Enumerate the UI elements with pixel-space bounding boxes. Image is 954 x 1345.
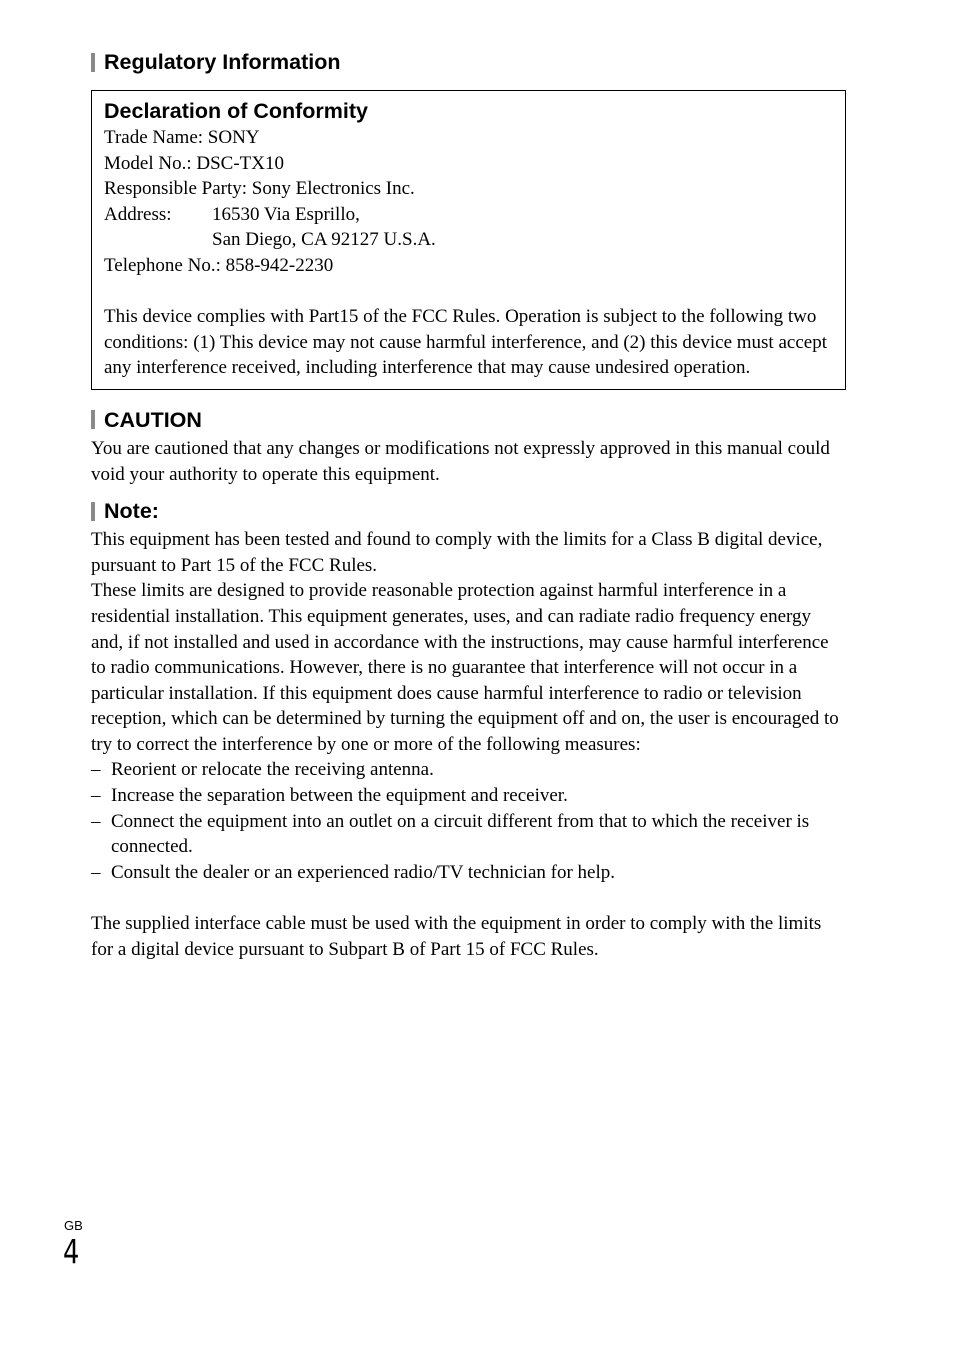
heading-bar-icon	[91, 502, 95, 521]
caution-heading-text: CAUTION	[104, 407, 202, 432]
dash-icon: –	[91, 861, 101, 883]
regulatory-heading-text: Regulatory Information	[104, 50, 341, 74]
spacer	[104, 279, 833, 305]
address-label: Address:	[104, 203, 172, 225]
declaration-title: Declaration of Conformity	[104, 99, 368, 123]
dash-icon: –	[91, 759, 101, 781]
list-item-text: Reorient or relocate the receiving antenna.	[111, 759, 434, 781]
address-line-2: San Diego, CA 92127 U.S.A.	[212, 229, 436, 251]
note-heading	[91, 497, 846, 525]
spacer	[91, 885, 846, 911]
address-indent	[104, 227, 212, 253]
note-section	[91, 497, 846, 962]
language-code: GB	[64, 1218, 83, 1233]
regulatory-heading	[91, 48, 846, 76]
caution-text: You are cautioned that any changes or modifications not expressly approved in this manual could void your authority to operate this equipment.	[91, 437, 830, 485]
list-item-text: Connect the equipment into an outlet on a circuit different from that to which the receiver is connected.	[111, 810, 810, 858]
note-paragraph-2: These limits are designed to provide reasonable protection against harmful interference in a residential installation. This equipment generates, uses, and can radiate radio frequency energy and, if not installed and used in accordance with the instructions, may cause harmful interference to radio communications. However, there is no guarantee that interference will not occur in a particular installation. If this equipment does cause harmful interference to radio or television reception, which can be determined by turning the equipment off and on, the user is encouraged to try to correct the interference by one or more of the following measures:	[91, 580, 839, 755]
heading-bar-icon	[91, 410, 95, 429]
heading-bar-icon	[91, 53, 95, 72]
dash-icon: –	[91, 810, 101, 832]
document-page	[91, 48, 846, 962]
address-line-1: 16530 Via Esprillo,	[212, 203, 360, 225]
caution-section	[91, 406, 846, 487]
declaration-box	[91, 90, 846, 390]
responsible-party: Responsible Party: Sony Electronics Inc.	[104, 178, 415, 200]
list-item	[91, 757, 846, 783]
list-item-text: Increase the separation between the equipment and receiver.	[111, 785, 568, 807]
model-number: Model No.: DSC-TX10	[104, 152, 284, 174]
note-heading-text: Note:	[104, 499, 159, 524]
list-item-text: Consult the dealer or an experienced radio/TV technician for help.	[111, 861, 616, 883]
address-row	[104, 202, 833, 228]
caution-heading	[91, 406, 846, 434]
trade-name: Trade Name: SONY	[104, 127, 260, 148]
list-item	[91, 809, 846, 860]
telephone-number: Telephone No.: 858-942-2230	[104, 254, 334, 276]
fcc-compliance-text: This device complies with Part15 of the FCC Rules. Operation is subject to the following two conditions: (1) This device may not cause harmful interference, and (2) this device must accept any interference received, including interference that may cause undesired operation.	[104, 306, 827, 379]
dash-icon: –	[91, 785, 101, 807]
note-paragraph-3: The supplied interface cable must be used with the equipment in order to comply with the limits for a digital device pursuant to Subpart B of Part 15 of FCC Rules.	[91, 913, 822, 960]
note-paragraph-1: This equipment has been tested and found to comply with the limits for a Class B digital device, pursuant to Part 15 of the FCC Rules.	[91, 529, 823, 576]
page-number: 4	[63, 1232, 80, 1271]
address-row-2	[104, 227, 833, 253]
list-item	[91, 860, 846, 886]
list-item	[91, 783, 846, 809]
measures-list	[91, 757, 846, 885]
